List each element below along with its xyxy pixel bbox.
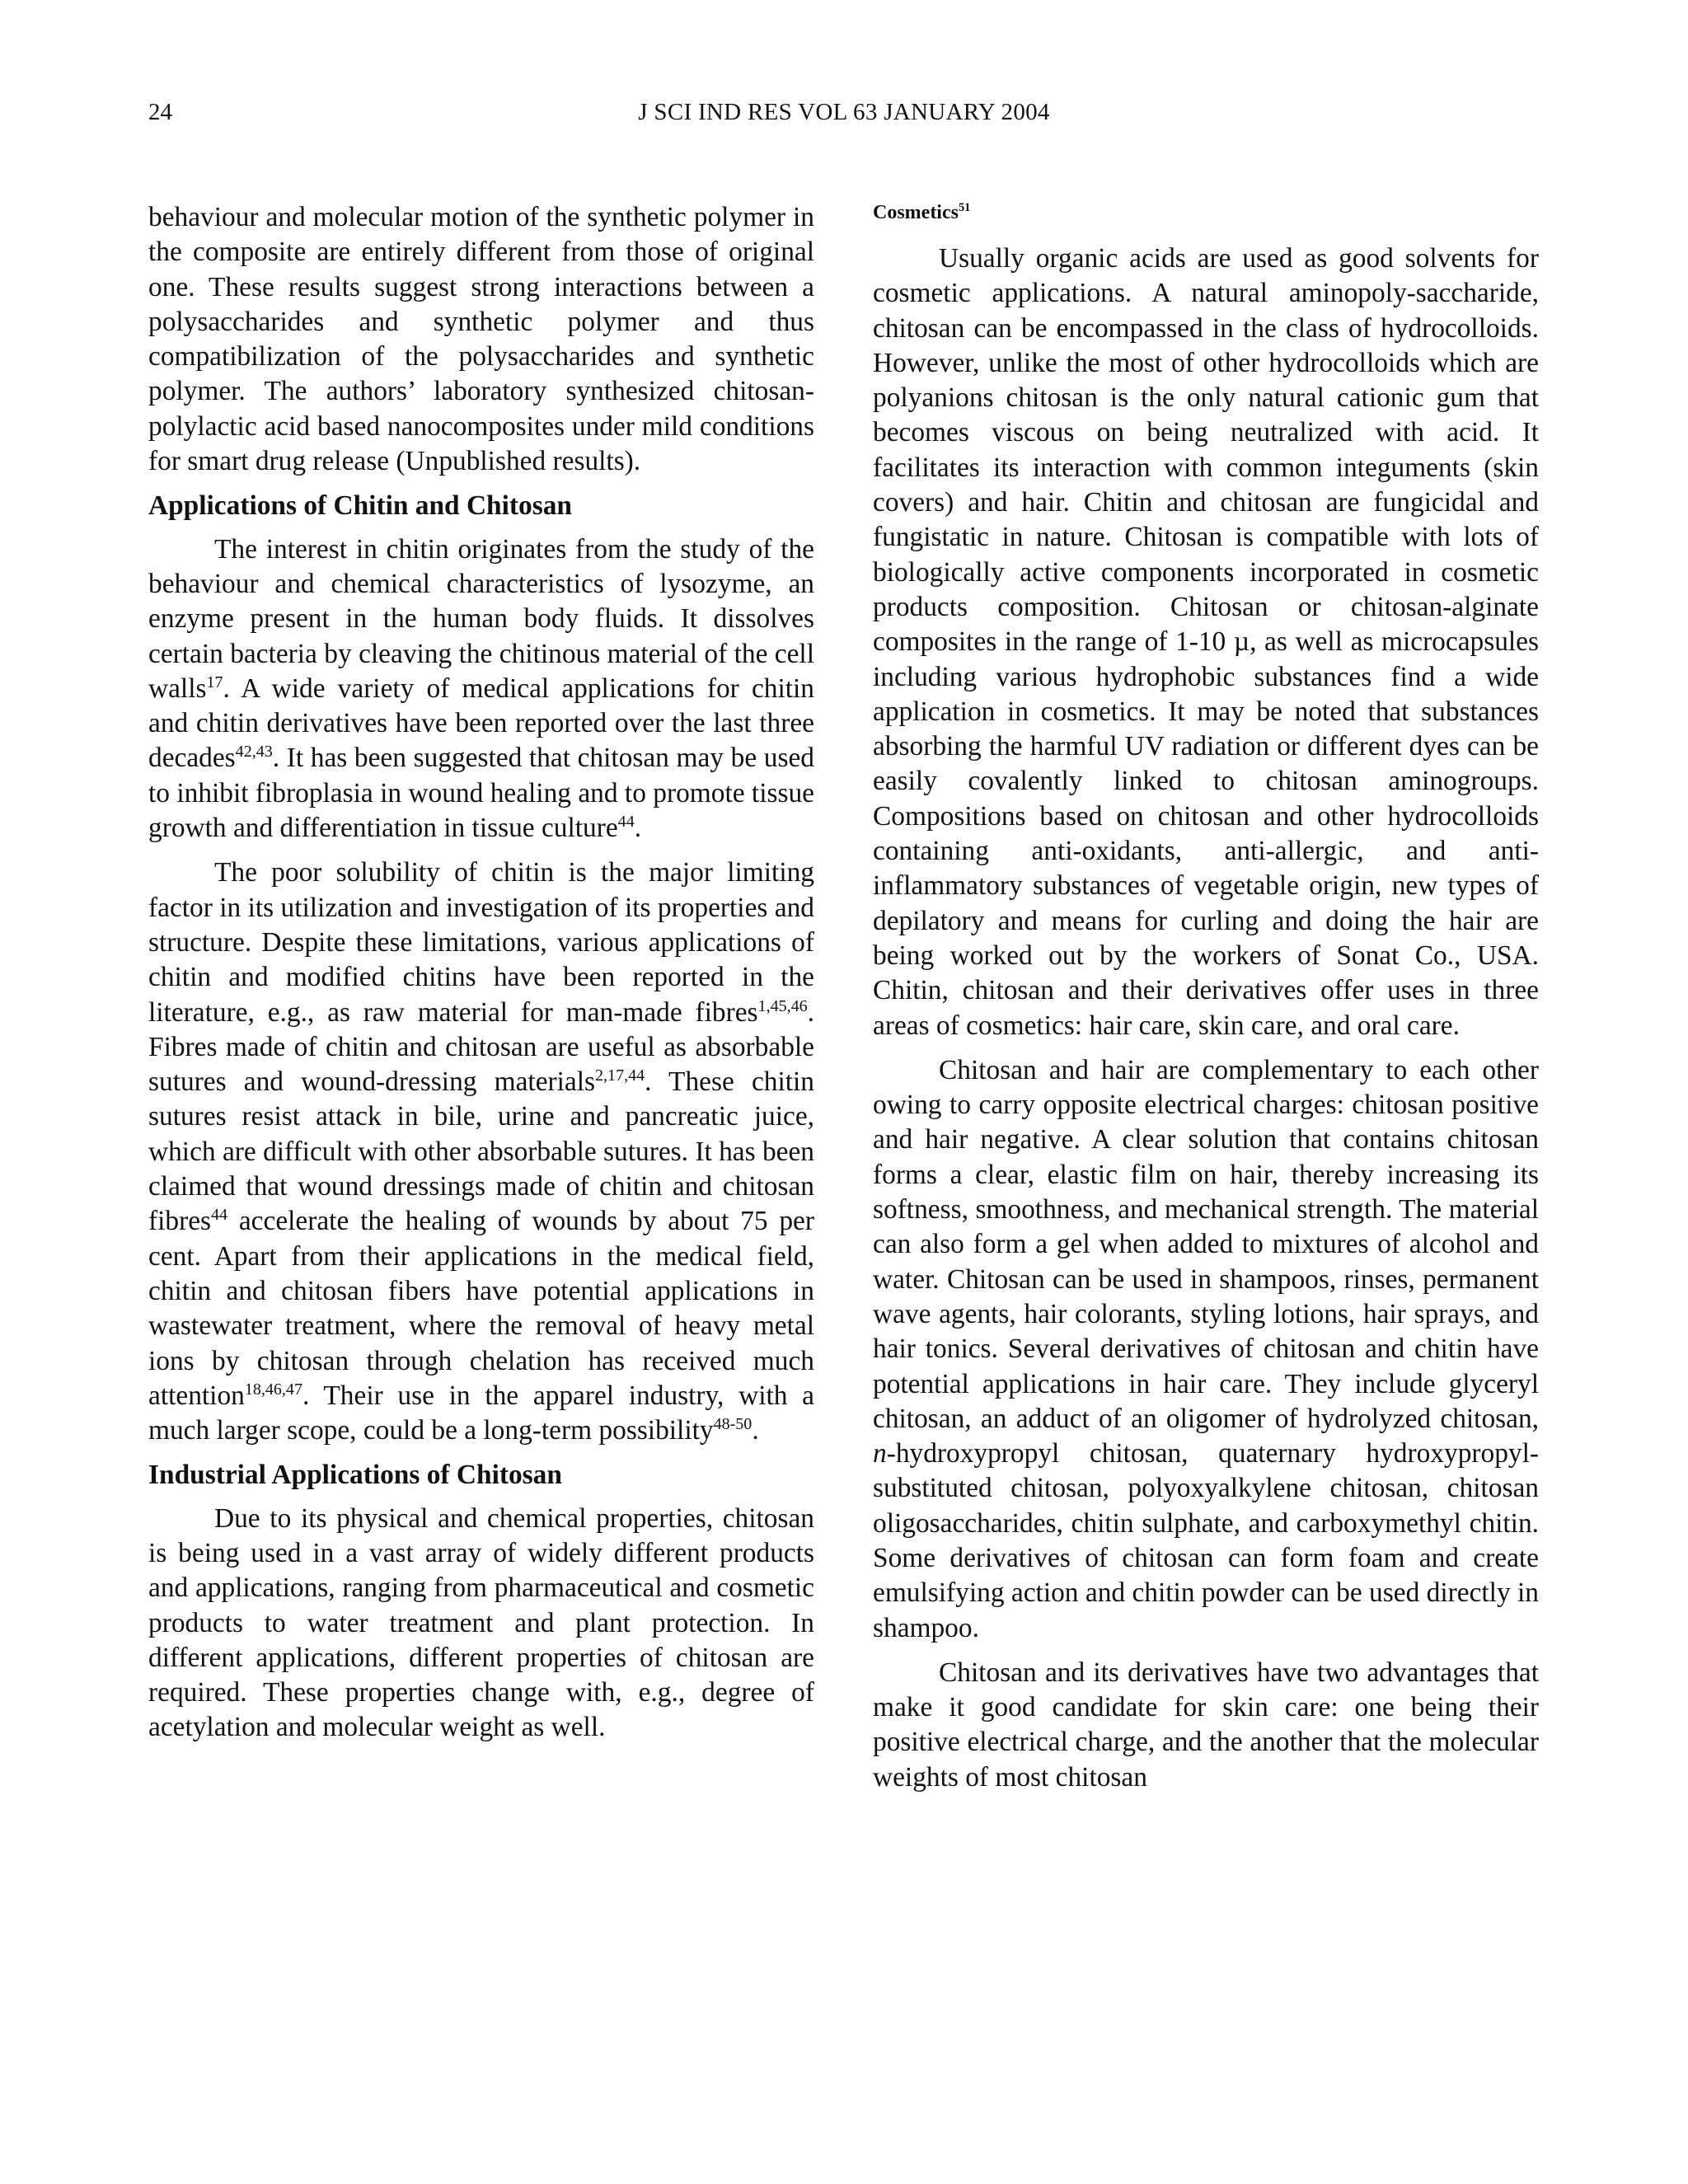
continuation-paragraph: behaviour and molecular motion of the synthetic polymer in the composite are entirely different from those of original one. These results suggest strong interactions between a polysaccharides and synthetic polymer and thus compatibilization of the polysaccharides and synthetic polymer. The authors’ laboratory synthesized chitosan-polylactic acid based nanocomposites under mild conditions for smart drug release (Unpublished results). <box>148 202 814 477</box>
citation-ref: 44 <box>211 1206 228 1225</box>
citation-ref: 42,43 <box>235 743 273 762</box>
citation-ref: 51 <box>958 201 971 214</box>
paragraph-industrial: Due to its physical and chemical properties, chitosan is being used in a vast array of widely different products and applications, ranging from pharmaceutical and cosmetic products to water treatment and plant protection. In different applications, different properties of chitosan are required. These properties change with, e.g., degree of acetylation and molecular weight as well. <box>148 1502 814 1743</box>
paragraph-hair-care: Chitosan and hair are complementary to each other owing to carry opposite electrical charges: chitosan positive and hair negative. A clear solution that contains chitosan forms a clear, elastic film on hair, thereby increasing its softness, smoothness, and mechanical strength. The material can also form a gel when added to mixtures of alcohol and water. Chitosan can be used in shampoos, rinses, permanent wave agents, hair colorants, styling lotions, hair sprays, and hair tonics. Several derivatives of chitosan and chitin have potential applications in hair care. They include glyceryl chitosan, an adduct of an oligomer of hydrolyzed chitosan, n-hydroxypropyl chitosan, quaternary hydroxypropyl-substituted chitosan, polyoxyalkylene chitosan, chitosan oligosaccharides, chitin sulphate, and carboxymethyl chitin. Some derivatives of chitosan can form foam and create emulsifying action and chitin powder can be used directly in shampoo. <box>873 1054 1539 1643</box>
citation-ref: 18,46,47 <box>244 1380 302 1399</box>
paragraph-chitin-origin: The interest in chitin originates from the study of the behaviour and chemical characteristics of lysozyme, an enzyme present in the human body fluids. It dissolves certain bacteria by cleaving the chitinous material of the cell walls$^{17}$. A wide variety of medical applications for chitin and chitin derivatives have been reported over the last three decades$^{42,43}$. It has been suggested that chitosan may be used to inhibit fibroplasia in wound healing and to promote tissue growth and differentiation in tissue culture$^{44}$. <box>148 533 814 844</box>
journal-running-header: J SCI IND RES VOL 63 JANUARY 2004 <box>638 99 1050 125</box>
left-column <box>148 200 814 1755</box>
paragraph-chitin-solubility: The poor solubility of chitin is the major limiting factor in its utilization and investigation of its properties and structure. Despite these limitations, various applications of chitin and modified chitins have been reported in the literature, e.g., as raw material for man-made fibres$^{1,45,46}$. Fibres made of chitin and chitosan are useful as absorbable sutures and wound-dressing materials$^{2,17,44}$. These chitin sutures resist attack in bile, urine and pancreatic juice, which are difficult with other absorbable sutures. It has been claimed that wound dressings made of chitin and chitosan fibres$^{44}$ accelerate the healing of wounds by about 75 per cent. Apart from their applications in the medical field, chitin and chitosan fibers have potential applications in wastewater treatment, where the removal of heavy metal ions by chitosan through chelation has received much attention$^{18,46,47}$. Their use in the apparel industry, with a much larger scope, could be a long-term possibility$^{48-50}$. <box>148 857 814 1446</box>
section-heading-industrial: Industrial Applications of Chitosan <box>148 1460 562 1491</box>
paragraph-skin-care: Chitosan and its derivatives have two advantages that make it good candidate for skin care: one being their positive electrical charge, and the another that the molecular weights of most chitosan <box>873 1657 1539 1793</box>
subsection-heading-cosmetics: Cosmetics$^{51}$ <box>873 201 971 223</box>
paragraph-cosmetics-intro: Usually organic acids are used as good solvents for cosmetic applications. A natural aminopoly-saccharide, chitosan can be encompassed in the class of hydrocolloids. However, unlike the most of other hydrocolloids which are polyanions chitosan is the only natural cationic gum that becomes viscous on being neutralized with acid. It facilitates its interaction with common integuments (skin covers) and hair. Chitin and chitosan are fungicidal and fungistatic in nature. Chitosan is compatible with lots of biologically active components incorporated in cosmetic products composition. Chitosan or chitosan-alginate composites in the range of 1-10 µ, as well as microcapsules including various hydrophobic substances find a wide application in cosmetics. It may be noted that substances absorbing the harmful UV radiation or different dyes can be easily covalently linked to chitosan aminogroups. Compositions based on chitosan and other hydrocolloids containing anti-oxidants, anti-allergic, and anti-inflammatory substances of vegetable origin, new types of depilatory and means for curling and doing the hair are being worked out by the workers of Sonat Co., USA. Chitin, chitosan and their derivatives offer uses in three areas of cosmetics: hair care, skin care, and oral care. <box>873 243 1539 1041</box>
citation-ref: 17 <box>206 673 223 691</box>
citation-ref: 48-50 <box>713 1414 753 1433</box>
page-number: 24 <box>148 99 172 125</box>
citation-ref: 1,45,46 <box>757 996 808 1015</box>
citation-ref: 2,17,44 <box>595 1066 645 1085</box>
citation-ref: 44 <box>617 812 635 831</box>
section-heading-applications: Applications of Chitin and Chitosan <box>148 490 572 522</box>
right-column <box>873 200 1539 1805</box>
